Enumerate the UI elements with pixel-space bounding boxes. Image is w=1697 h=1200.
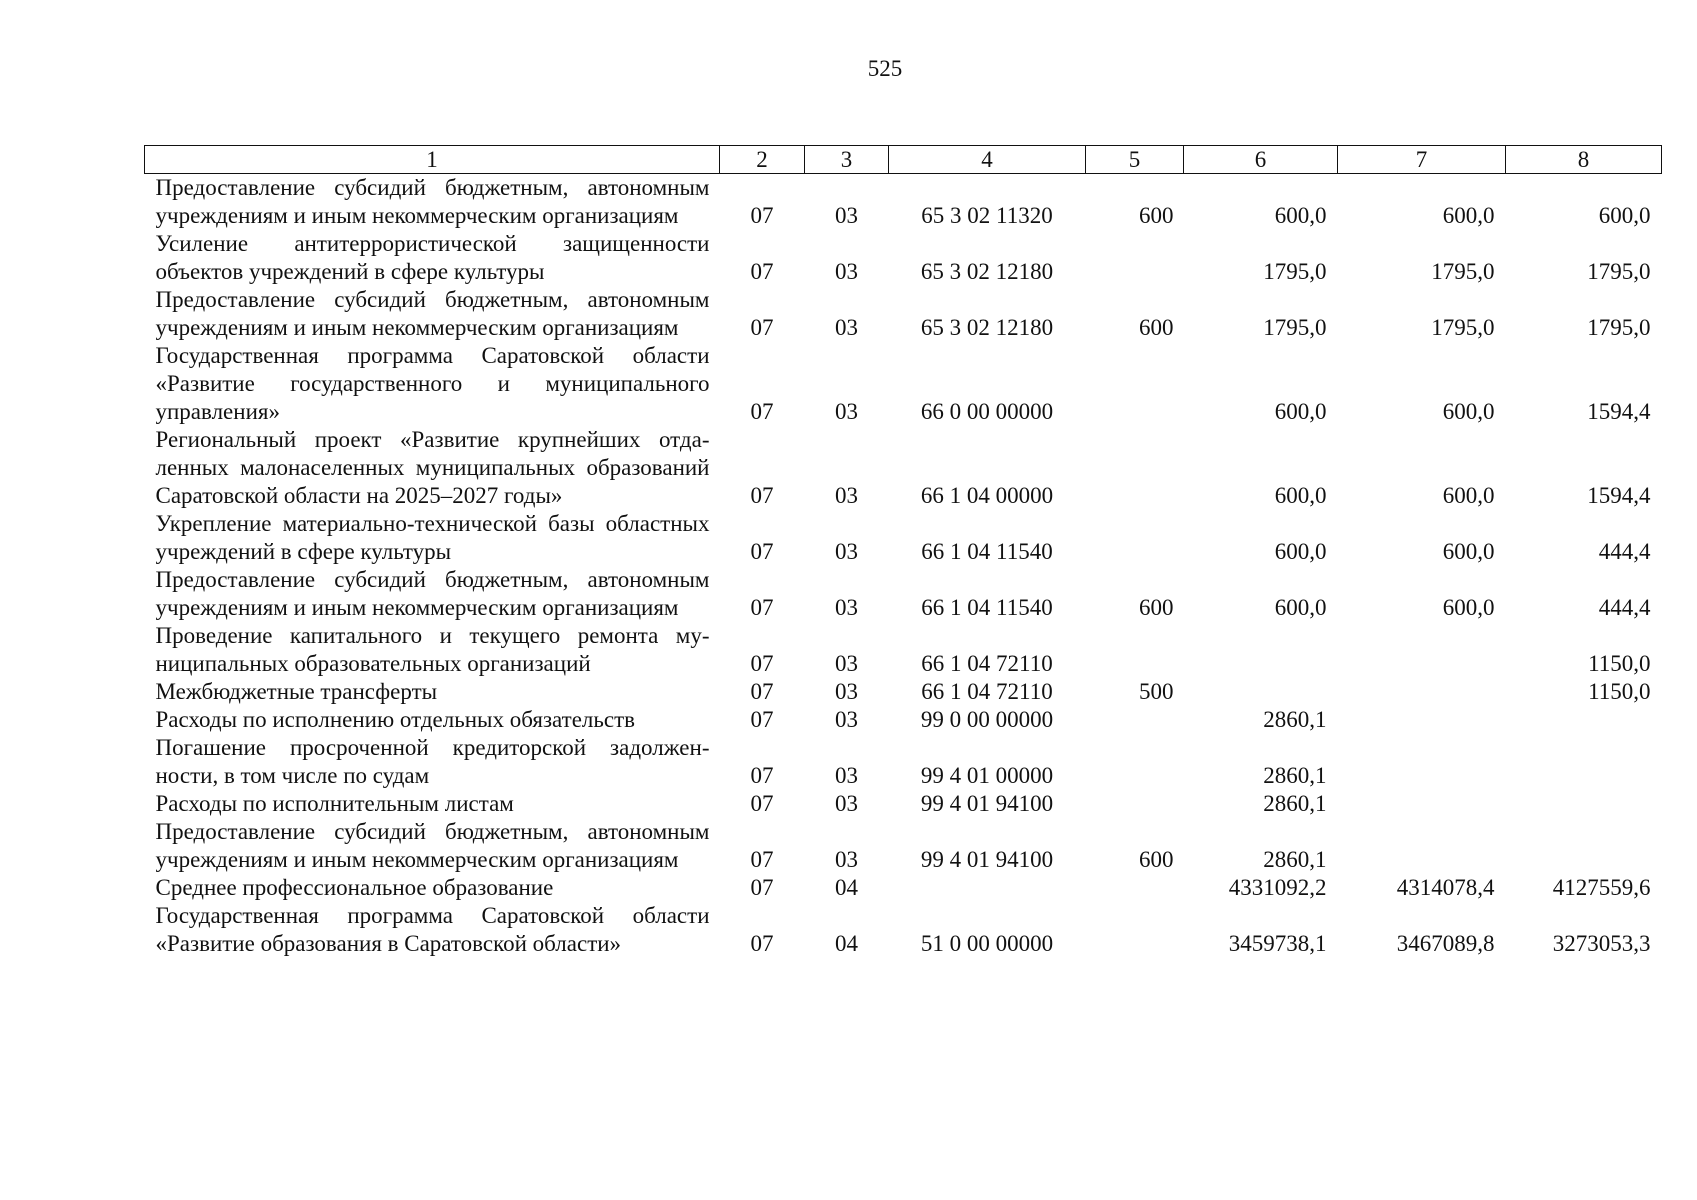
row-expense-type: 500 bbox=[1139, 679, 1174, 704]
row-expense-type bbox=[1086, 230, 1184, 286]
table-row bbox=[145, 902, 1662, 958]
row-name: Проведение капитального и текущего ремонта муниципальных образовательных организаций bbox=[155, 623, 710, 676]
row-amount-year-2: 600,0 bbox=[1442, 539, 1495, 564]
row-target-article: 65 3 02 12180 bbox=[920, 259, 1054, 284]
row-expense-type bbox=[1086, 790, 1184, 818]
header-col-8: 8 bbox=[1506, 146, 1662, 174]
budget-table bbox=[144, 145, 1662, 958]
row-amount-year-2: 1795,0 bbox=[1431, 315, 1495, 340]
row-amount-year-3: 4127559,6 bbox=[1552, 875, 1651, 900]
row-name: Государственная программа Саратовской области «Развитие образования в Саратовской области» bbox=[155, 903, 710, 956]
row-amount-year-3 bbox=[1506, 734, 1662, 790]
row-target-article: 66 1 04 00000 bbox=[920, 483, 1054, 508]
row-subsection: 03 bbox=[835, 399, 858, 424]
row-amount-year-2: 600,0 bbox=[1442, 203, 1495, 228]
row-amount-year-3: 3273053,3 bbox=[1552, 931, 1651, 956]
row-amount-year-3: 1150,0 bbox=[1588, 651, 1651, 676]
row-target-article: 65 3 02 11320 bbox=[921, 203, 1053, 228]
row-name: Погашение просроченной кредиторской задолженности, в том числе по судам bbox=[155, 735, 710, 788]
row-amount-year-1: 4331092,2 bbox=[1228, 875, 1327, 900]
row-subsection: 03 bbox=[835, 651, 858, 676]
row-section: 07 bbox=[750, 763, 774, 788]
row-amount-year-3: 444,4 bbox=[1598, 539, 1651, 564]
row-expense-type bbox=[1086, 342, 1184, 426]
row-section: 07 bbox=[750, 315, 774, 340]
row-name: Усиление антитеррористической защищенности объектов учреждений в сфере культуры bbox=[155, 231, 710, 284]
row-expense-type bbox=[1086, 510, 1184, 566]
row-section: 07 bbox=[750, 399, 774, 424]
row-expense-type bbox=[1086, 622, 1184, 678]
row-subsection: 03 bbox=[835, 595, 858, 620]
row-name: Предоставление субсидий бюджетным, автономным учреждениям и иным некоммерческим организациям bbox=[155, 819, 710, 872]
header-col-7: 7 bbox=[1338, 146, 1506, 174]
row-amount-year-1: 600,0 bbox=[1274, 203, 1327, 228]
row-expense-type: 600 bbox=[1139, 847, 1174, 872]
row-expense-type bbox=[1086, 874, 1184, 902]
row-subsection: 03 bbox=[835, 679, 858, 704]
row-target-article: 51 0 00 00000 bbox=[920, 931, 1054, 956]
row-amount-year-2: 1795,0 bbox=[1431, 259, 1495, 284]
row-amount-year-1: 2860,1 bbox=[1263, 707, 1327, 732]
row-section: 07 bbox=[750, 847, 774, 872]
row-name: Межбюджетные трансферты bbox=[155, 679, 438, 704]
row-expense-type bbox=[1086, 706, 1184, 734]
row-name: Региональный проект «Развитие крупнейших отдаленных малонаселенных муниципальных образований Саратовской области на 2025–2027 годы» bbox=[155, 427, 710, 508]
row-name: Укрепление материально-технической базы областных учреждений в сфере культуры bbox=[155, 511, 710, 564]
row-amount-year-2 bbox=[1338, 706, 1506, 734]
row-section: 07 bbox=[750, 539, 774, 564]
row-target-article: 66 1 04 11540 bbox=[921, 595, 1053, 620]
row-amount-year-3: 1795,0 bbox=[1587, 315, 1651, 340]
table-row bbox=[145, 734, 1662, 790]
row-amount-year-3: 444,4 bbox=[1598, 595, 1651, 620]
row-name: Предоставление субсидий бюджетным, автономным учреждениям и иным некоммерческим организациям bbox=[155, 567, 710, 620]
table-row bbox=[145, 342, 1662, 426]
row-amount-year-3: 1795,0 bbox=[1587, 259, 1651, 284]
header-col-4: 4 bbox=[889, 146, 1086, 174]
row-amount-year-2 bbox=[1338, 734, 1506, 790]
row-amount-year-2: 600,0 bbox=[1442, 399, 1495, 424]
row-name: Предоставление субсидий бюджетным, автономным учреждениям и иным некоммерческим организациям bbox=[155, 287, 710, 340]
row-expense-type: 600 bbox=[1139, 203, 1174, 228]
table-row bbox=[145, 566, 1662, 622]
row-subsection: 03 bbox=[835, 259, 858, 284]
row-section: 07 bbox=[750, 259, 774, 284]
row-amount-year-2 bbox=[1338, 790, 1506, 818]
row-amount-year-1 bbox=[1184, 678, 1338, 706]
row-amount-year-1: 600,0 bbox=[1274, 539, 1327, 564]
row-target-article: 99 0 00 00000 bbox=[920, 707, 1054, 732]
row-target-article: 99 4 01 00000 bbox=[920, 763, 1054, 788]
table-row bbox=[145, 706, 1662, 734]
table-row bbox=[145, 678, 1662, 706]
row-subsection: 03 bbox=[835, 203, 858, 228]
row-amount-year-1: 600,0 bbox=[1274, 399, 1327, 424]
row-subsection: 04 bbox=[835, 875, 858, 900]
row-amount-year-2: 600,0 bbox=[1442, 483, 1495, 508]
row-section: 07 bbox=[750, 595, 774, 620]
row-subsection: 03 bbox=[835, 315, 858, 340]
row-target-article bbox=[889, 874, 1086, 902]
row-section: 07 bbox=[750, 707, 774, 732]
row-subsection: 03 bbox=[835, 539, 858, 564]
row-amount-year-1: 2860,1 bbox=[1263, 763, 1327, 788]
row-amount-year-3 bbox=[1506, 818, 1662, 874]
row-section: 07 bbox=[750, 679, 774, 704]
row-name: Государственная программа Саратовской области «Развитие государственного и муниципального управления» bbox=[155, 343, 710, 424]
row-expense-type: 600 bbox=[1139, 595, 1174, 620]
row-amount-year-2 bbox=[1338, 622, 1506, 678]
row-amount-year-2: 600,0 bbox=[1442, 595, 1495, 620]
table-row bbox=[145, 230, 1662, 286]
row-amount-year-3: 1594,4 bbox=[1587, 483, 1651, 508]
row-amount-year-1: 3459738,1 bbox=[1228, 931, 1327, 956]
row-subsection: 03 bbox=[835, 847, 858, 872]
row-target-article: 66 1 04 11540 bbox=[921, 539, 1053, 564]
row-section: 07 bbox=[750, 875, 774, 900]
row-subsection: 03 bbox=[835, 707, 858, 732]
row-subsection: 03 bbox=[835, 791, 858, 816]
table-row bbox=[145, 174, 1662, 231]
table-row bbox=[145, 874, 1662, 902]
header-col-5: 5 bbox=[1086, 146, 1184, 174]
row-amount-year-1: 600,0 bbox=[1274, 595, 1327, 620]
row-section: 07 bbox=[750, 203, 774, 228]
row-amount-year-2 bbox=[1338, 678, 1506, 706]
header-col-6: 6 bbox=[1184, 146, 1338, 174]
row-amount-year-2 bbox=[1338, 818, 1506, 874]
row-section: 07 bbox=[750, 651, 774, 676]
row-expense-type bbox=[1086, 426, 1184, 510]
row-target-article: 65 3 02 12180 bbox=[920, 315, 1054, 340]
row-name: Расходы по исполнительным листам bbox=[155, 791, 514, 816]
row-target-article: 66 1 04 72110 bbox=[921, 651, 1053, 676]
row-amount-year-3: 1594,4 bbox=[1587, 399, 1651, 424]
row-amount-year-3 bbox=[1506, 790, 1662, 818]
row-expense-type bbox=[1086, 734, 1184, 790]
row-amount-year-1: 600,0 bbox=[1274, 483, 1327, 508]
row-section: 07 bbox=[750, 931, 774, 956]
row-amount-year-1: 2860,1 bbox=[1263, 791, 1327, 816]
row-amount-year-3 bbox=[1506, 706, 1662, 734]
row-subsection: 03 bbox=[835, 483, 858, 508]
page-number: 525 bbox=[867, 56, 903, 81]
table-row bbox=[145, 286, 1662, 342]
row-subsection: 03 bbox=[835, 763, 858, 788]
table-row bbox=[145, 622, 1662, 678]
table-body bbox=[145, 174, 1662, 959]
row-amount-year-1: 2860,1 bbox=[1263, 847, 1327, 872]
row-name: Среднее профессиональное образование bbox=[155, 875, 554, 900]
row-name: Предоставление субсидий бюджетным, автономным учреждениям и иным некоммерческим организациям bbox=[155, 175, 710, 228]
row-amount-year-1 bbox=[1184, 622, 1338, 678]
header-row bbox=[145, 146, 1662, 174]
table-row bbox=[145, 790, 1662, 818]
row-amount-year-1: 1795,0 bbox=[1263, 315, 1327, 340]
row-amount-year-2: 3467089,8 bbox=[1396, 931, 1495, 956]
row-amount-year-3: 1150,0 bbox=[1588, 679, 1651, 704]
row-expense-type bbox=[1086, 902, 1184, 958]
row-amount-year-3: 600,0 bbox=[1598, 203, 1651, 228]
table-row bbox=[145, 426, 1662, 510]
table-row bbox=[145, 818, 1662, 874]
row-expense-type: 600 bbox=[1139, 315, 1174, 340]
header-col-3: 3 bbox=[805, 146, 889, 174]
row-subsection: 04 bbox=[835, 931, 858, 956]
row-amount-year-2: 4314078,4 bbox=[1396, 875, 1495, 900]
header-col-2: 2 bbox=[720, 146, 805, 174]
row-section: 07 bbox=[750, 791, 774, 816]
header-col-1: 1 bbox=[145, 146, 720, 174]
row-target-article: 99 4 01 94100 bbox=[920, 791, 1054, 816]
row-amount-year-1: 1795,0 bbox=[1263, 259, 1327, 284]
row-target-article: 66 1 04 72110 bbox=[921, 679, 1053, 704]
row-section: 07 bbox=[750, 483, 774, 508]
row-target-article: 99 4 01 94100 bbox=[920, 847, 1054, 872]
table-row bbox=[145, 510, 1662, 566]
row-name: Расходы по исполнению отдельных обязательств bbox=[155, 707, 635, 732]
row-target-article: 66 0 00 00000 bbox=[920, 399, 1054, 424]
